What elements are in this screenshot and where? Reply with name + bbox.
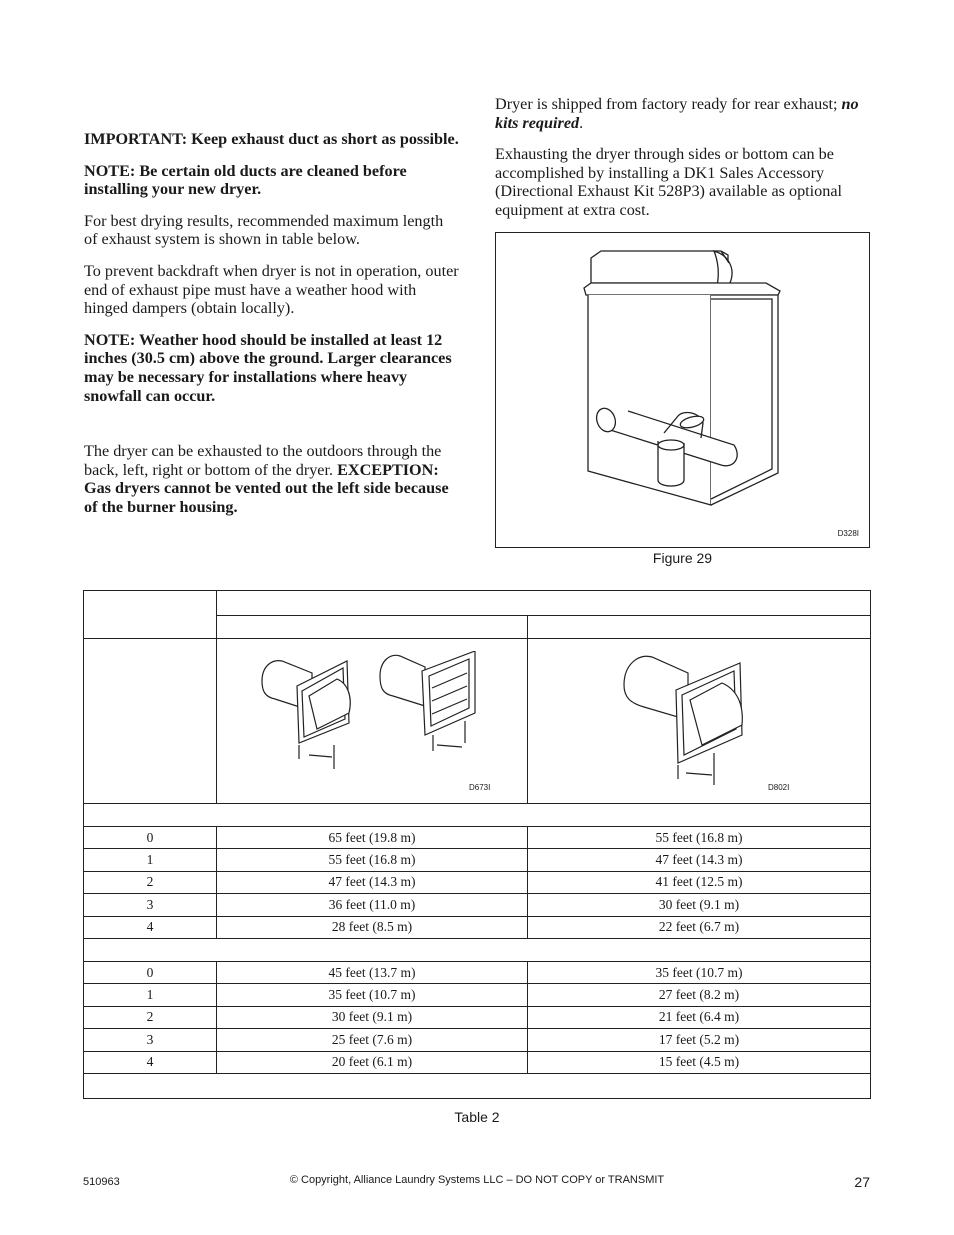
section-1-body xyxy=(84,827,871,939)
table-row xyxy=(84,1029,871,1051)
section-2-body xyxy=(84,961,871,1073)
elbow-count-cell: 0 xyxy=(84,961,217,983)
elbow-count-cell: 0 xyxy=(84,827,217,849)
table-row xyxy=(84,849,871,871)
table-caption: Table 2 xyxy=(454,1109,500,1125)
hood-image-cell-2 xyxy=(528,639,871,804)
max-length-cell: 15 feet (4.5 m) xyxy=(528,1051,871,1073)
max-length-cell: 25 feet (7.6 m) xyxy=(217,1029,528,1051)
header-cell-hood-1 xyxy=(217,616,528,639)
important-note: IMPORTANT: Keep exhaust duct as short as possible. xyxy=(84,130,459,148)
max-length-cell: 22 feet (6.7 m) xyxy=(528,916,871,938)
header-cell-elbows xyxy=(84,591,217,639)
section-1-header-row xyxy=(84,804,871,827)
elbow-count-cell: 3 xyxy=(84,1029,217,1051)
max-length-cell: 17 feet (5.2 m) xyxy=(528,1029,871,1051)
rear-exhaust-text: Dryer is shipped from factory ready for rear exhaust; xyxy=(495,95,838,113)
left-column xyxy=(84,130,460,530)
max-length-cell: 55 feet (16.8 m) xyxy=(217,849,528,871)
weather-hood-note: NOTE: Weather hood should be installed at least 12 inches (30.5 cm) above the ground. Larger clearances may be necessary for installations where heavy snowfall can occur. xyxy=(84,330,452,405)
max-length-cell: 45 feet (13.7 m) xyxy=(217,961,528,983)
max-length-cell: 21 feet (6.4 m) xyxy=(528,1006,871,1028)
exception-text: EXCEPTION: Gas dryers cannot be vented out the left side because of the burner housing. xyxy=(84,460,449,516)
table-row xyxy=(84,871,871,893)
ducts-note: NOTE: Be certain old ducts are cleaned before installing your new dryer. xyxy=(84,161,407,199)
exhaust-length-table xyxy=(83,590,871,1099)
louvered-hood-illustrations xyxy=(257,651,497,781)
max-length-cell: 30 feet (9.1 m) xyxy=(528,894,871,916)
period: . xyxy=(579,113,584,132)
right-column xyxy=(495,95,871,233)
drying-results-paragraph: For best drying results, recommended maximum length of exhaust system is shown in table below. xyxy=(84,211,444,249)
max-length-cell: 27 feet (8.2 m) xyxy=(528,984,871,1006)
max-length-cell: 30 feet (9.1 m) xyxy=(217,1006,528,1028)
page-number: 27 xyxy=(854,1174,870,1190)
elbow-count-cell: 4 xyxy=(84,916,217,938)
max-length-cell: 35 feet (10.7 m) xyxy=(528,961,871,983)
backdraft-paragraph: To prevent backdraft when dryer is not in operation, outer end of exhaust pipe must have a weather hood with hinged dampers (obtain locally). xyxy=(84,261,459,318)
figure-29-box xyxy=(495,232,870,548)
max-length-cell: 41 feet (12.5 m) xyxy=(528,871,871,893)
table-row xyxy=(84,1051,871,1073)
max-length-cell: 36 feet (11.0 m) xyxy=(217,894,528,916)
elbow-count-cell: 3 xyxy=(84,894,217,916)
rear-exhaust-paragraph xyxy=(495,95,871,132)
hood-image-row xyxy=(84,639,871,804)
max-length-cell: 65 feet (19.8 m) xyxy=(217,827,528,849)
hood-2-id: D802I xyxy=(768,783,790,792)
table-footer-row xyxy=(84,1073,871,1098)
table-row xyxy=(84,827,871,849)
hood-1-id: D673I xyxy=(469,783,491,792)
elbow-count-cell: 2 xyxy=(84,1006,217,1028)
max-length-cell: 20 feet (6.1 m) xyxy=(217,1051,528,1073)
max-length-cell: 28 feet (8.5 m) xyxy=(217,916,528,938)
dryer-rear-exhaust-illustration xyxy=(496,233,869,547)
document-number: 510963 xyxy=(83,1176,120,1188)
hood-image-label-cell xyxy=(84,639,217,804)
copyright-notice: © Copyright, Alliance Laundry Systems LLC – DO NOT COPY or TRANSMIT xyxy=(289,1174,665,1186)
elbow-count-cell: 2 xyxy=(84,871,217,893)
no-kits-text: no kits required xyxy=(495,95,859,132)
max-length-cell: 55 feet (16.8 m) xyxy=(528,827,871,849)
table-row xyxy=(84,894,871,916)
hood-image-cell-1 xyxy=(217,639,528,804)
table-footer-cell xyxy=(84,1073,871,1098)
exhaust-direction-text: The dryer can be exhausted to the outdoors through the back, left, right or bottom of the dryer. xyxy=(84,442,442,479)
hooded-vent-illustration xyxy=(618,645,778,785)
elbow-count-cell: 1 xyxy=(84,849,217,871)
section-2-header-row xyxy=(84,938,871,961)
elbow-count-cell: 4 xyxy=(84,1051,217,1073)
section-2-header-cell xyxy=(84,938,871,961)
figure-caption: Figure 29 xyxy=(652,550,713,566)
max-length-cell: 47 feet (14.3 m) xyxy=(217,871,528,893)
table-row xyxy=(84,916,871,938)
header-cell-hood-2 xyxy=(528,616,871,639)
table-row xyxy=(84,984,871,1006)
figure-id: D328I xyxy=(837,529,859,538)
max-length-cell: 47 feet (14.3 m) xyxy=(528,849,871,871)
table-row xyxy=(84,1006,871,1028)
table-row xyxy=(84,961,871,983)
max-length-cell: 35 feet (10.7 m) xyxy=(217,984,528,1006)
exhaust-direction-paragraph xyxy=(84,442,460,516)
header-row-1 xyxy=(84,591,871,616)
elbow-count-cell: 1 xyxy=(84,984,217,1006)
exhaust-kit-paragraph: Exhausting the dryer through sides or bottom can be accomplished by installing a DK1 Sales Accessory (Directional Exhaust Kit 528P3) available as optional equipment at extra cost. xyxy=(495,145,843,219)
header-cell-hood-types xyxy=(217,591,871,616)
section-1-header-cell xyxy=(84,804,871,827)
